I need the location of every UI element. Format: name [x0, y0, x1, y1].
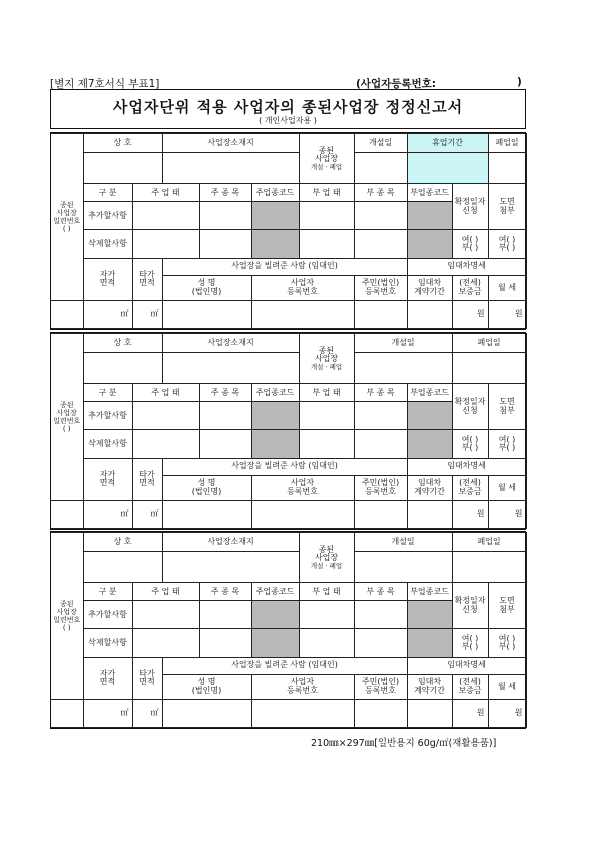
attach-yes-no[interactable]: 여( ) 부( ): [488, 430, 526, 458]
rent-header: 월 세: [488, 674, 526, 699]
add-item-label: 추가할사항: [83, 402, 132, 430]
lessor-bizreg-input[interactable]: [251, 300, 354, 328]
delete-item-label: 삭제할사항: [83, 430, 132, 458]
address-input[interactable]: [162, 153, 299, 184]
deposit-header: (전세) 보증금: [452, 475, 488, 500]
close-date-header: 폐업일: [452, 334, 526, 353]
category-header: 구 분: [83, 184, 132, 202]
lessor-bizreg-header: 사업자 등록번호: [251, 475, 354, 500]
main-biz-type-header: 주 업 태: [132, 583, 199, 601]
del-sub-item-input[interactable]: [354, 430, 407, 458]
lessor-name-header: 성 명 (법인명): [162, 275, 251, 300]
lessor-bizreg-header: 사업자 등록번호: [251, 275, 354, 300]
close-date-header: 폐업일: [452, 533, 526, 552]
own-area-input[interactable]: ㎡: [83, 300, 132, 328]
sub-code-header: 부업종코드: [407, 384, 452, 402]
del-main-code-cell: [251, 629, 299, 657]
add-main-item-input[interactable]: [199, 402, 251, 430]
lessor-name-input[interactable]: [162, 500, 251, 528]
main-biz-type-header: 주 업 태: [132, 384, 199, 402]
sub-item-header: 부 종 목: [354, 184, 407, 202]
suspend-period-input[interactable]: [407, 153, 488, 184]
del-main-item-input[interactable]: [199, 430, 251, 458]
add-sub-item-input[interactable]: [354, 202, 407, 230]
lessor-header: 사업장을 빌려준 사람 (임대인): [162, 458, 407, 475]
add-main-biz-type-input[interactable]: [132, 601, 199, 629]
attach-yes-no[interactable]: 여( ) 부( ): [488, 230, 526, 258]
add-main-biz-type-input[interactable]: [132, 402, 199, 430]
page-title: 사업자단위 적용 사업자의 종된사업장 정정신고서: [112, 98, 464, 116]
serial-blank: [51, 699, 83, 727]
branch-serial-cell: 종된 사업장 일련번호 ( ): [51, 334, 83, 501]
sub-item-header: 부 종 목: [354, 384, 407, 402]
del-sub-biz-type-input[interactable]: [299, 430, 354, 458]
branch-section-1: [50, 132, 526, 330]
confirm-yes-no[interactable]: 여( ) 부( ): [452, 629, 488, 657]
open-date-input[interactable]: [354, 552, 452, 583]
add-sub-code-cell: [407, 601, 452, 629]
delete-item-label: 삭제할사항: [83, 230, 132, 258]
add-sub-biz-type-input[interactable]: [299, 601, 354, 629]
del-sub-code-cell: [407, 430, 452, 458]
lease-period-input[interactable]: [407, 699, 452, 727]
rent-header: 월 세: [488, 275, 526, 300]
lease-period-input[interactable]: [407, 300, 452, 328]
category-header: 구 분: [83, 384, 132, 402]
suspend-period-header: 휴업기간: [407, 134, 488, 153]
del-main-biz-type-input[interactable]: [132, 430, 199, 458]
main-item-header: 주 종 목: [199, 583, 251, 601]
confirm-date-header: 확정일자 신청: [452, 384, 488, 430]
lease-period-header: 임대차 계약기간: [407, 275, 452, 300]
add-sub-code-cell: [407, 202, 452, 230]
confirm-yes-no[interactable]: 여( ) 부( ): [452, 230, 488, 258]
deposit-input[interactable]: 원: [452, 500, 488, 528]
lessor-bizreg-header: 사업자 등록번호: [251, 674, 354, 699]
del-main-code-cell: [251, 430, 299, 458]
own-area-header: 자가 면적: [83, 458, 132, 500]
deposit-input[interactable]: 원: [452, 699, 488, 727]
own-area-input[interactable]: ㎡: [83, 500, 132, 528]
address-input[interactable]: [162, 552, 299, 583]
trade-name-header: 상 호: [83, 533, 162, 552]
lease-detail-header: 임대차명세: [407, 258, 526, 275]
lessor-resident-input[interactable]: [354, 699, 407, 727]
lease-detail-header: 임대차명세: [407, 458, 526, 475]
lessor-resident-input[interactable]: [354, 500, 407, 528]
del-main-code-cell: [251, 230, 299, 258]
deposit-header: (전세) 보증금: [452, 674, 488, 699]
del-sub-code-cell: [407, 629, 452, 657]
add-sub-item-input[interactable]: [354, 601, 407, 629]
add-sub-biz-type-input[interactable]: [299, 402, 354, 430]
own-area-input[interactable]: ㎡: [83, 699, 132, 727]
add-sub-biz-type-input[interactable]: [299, 202, 354, 230]
add-item-label: 추가할사항: [83, 601, 132, 629]
lessor-resident-header: 주민(법인) 등록번호: [354, 275, 407, 300]
lease-period-header: 임대차 계약기간: [407, 475, 452, 500]
del-main-item-input[interactable]: [199, 230, 251, 258]
branch-open-close-header: 종된 사업장 개설 · 폐업: [299, 334, 354, 384]
reg-no-label: (사업자등록번호:: [356, 78, 436, 90]
own-area-header: 자가 면적: [83, 657, 132, 699]
other-area-header: 타가 면적: [132, 657, 162, 699]
add-main-code-cell: [251, 402, 299, 430]
form-id: [별지 제7호서식 부표1]: [50, 78, 160, 90]
open-date-input[interactable]: [354, 153, 407, 184]
sub-biz-type-header: 부 업 태: [299, 583, 354, 601]
open-date-header: 개설일: [354, 134, 407, 153]
main-biz-type-header: 주 업 태: [132, 184, 199, 202]
attach-drawing-header: 도면 첨부: [488, 384, 526, 430]
deposit-header: (전세) 보증금: [452, 275, 488, 300]
branch-serial-cell: 종된 사업장 일련번호 ( ): [51, 134, 83, 301]
other-area-input[interactable]: ㎡: [132, 500, 162, 528]
lessor-header: 사업장을 빌려준 사람 (임대인): [162, 258, 407, 275]
add-sub-item-input[interactable]: [354, 402, 407, 430]
category-header: 구 분: [83, 583, 132, 601]
branch-open-close-header: 종된 사업장 개설 · 폐업: [299, 134, 354, 184]
lessor-resident-header: 주민(법인) 등록번호: [354, 674, 407, 699]
lessor-header: 사업장을 빌려준 사람 (임대인): [162, 657, 407, 674]
title-box: [50, 89, 526, 129]
trade-name-input[interactable]: [83, 353, 162, 384]
branch-open-close-header: 종된 사업장 개설 · 폐업: [299, 533, 354, 583]
serial-blank: [51, 300, 83, 328]
other-area-input[interactable]: ㎡: [132, 300, 162, 328]
main-code-header: 주업종코드: [251, 384, 299, 402]
add-main-item-input[interactable]: [199, 601, 251, 629]
del-sub-item-input[interactable]: [354, 629, 407, 657]
delete-item-label: 삭제할사항: [83, 629, 132, 657]
close-date-input[interactable]: [452, 552, 526, 583]
attach-drawing-header: 도면 첨부: [488, 184, 526, 230]
lessor-name-input[interactable]: [162, 699, 251, 727]
close-date-header: 폐업일: [488, 134, 526, 153]
rent-input[interactable]: 원: [488, 699, 526, 727]
del-sub-biz-type-input[interactable]: [299, 629, 354, 657]
open-date-header: 개설일: [354, 533, 452, 552]
trade-name-header: 상 호: [83, 134, 162, 153]
lessor-bizreg-input[interactable]: [251, 500, 354, 528]
rent-input[interactable]: 원: [488, 300, 526, 328]
sub-item-header: 부 종 목: [354, 583, 407, 601]
attach-drawing-header: 도면 첨부: [488, 583, 526, 629]
lease-detail-header: 임대차명세: [407, 657, 526, 674]
lease-period-header: 임대차 계약기간: [407, 674, 452, 699]
del-main-biz-type-input[interactable]: [132, 629, 199, 657]
rent-input[interactable]: 원: [488, 500, 526, 528]
attach-yes-no[interactable]: 여( ) 부( ): [488, 629, 526, 657]
paper-spec-note: 210㎜×297㎜[일반용지 60g/㎡(재활용품)]: [311, 738, 497, 749]
sub-biz-type-header: 부 업 태: [299, 184, 354, 202]
add-main-code-cell: [251, 601, 299, 629]
del-sub-code-cell: [407, 230, 452, 258]
branch-section-3: [50, 531, 526, 729]
deposit-input[interactable]: 원: [452, 300, 488, 328]
lessor-name-header: 성 명 (법인명): [162, 674, 251, 699]
lessor-name-input[interactable]: [162, 300, 251, 328]
del-main-biz-type-input[interactable]: [132, 230, 199, 258]
serial-blank: [51, 500, 83, 528]
del-sub-biz-type-input[interactable]: [299, 230, 354, 258]
add-item-label: 추가할사항: [83, 202, 132, 230]
page-subtitle: ( 개인사업자용 ): [259, 116, 317, 125]
confirm-date-header: 확정일자 신청: [452, 184, 488, 230]
trade-name-input[interactable]: [83, 552, 162, 583]
sub-biz-type-header: 부 업 태: [299, 384, 354, 402]
del-main-item-input[interactable]: [199, 629, 251, 657]
open-date-input[interactable]: [354, 353, 452, 384]
add-sub-code-cell: [407, 402, 452, 430]
main-item-header: 주 종 목: [199, 184, 251, 202]
open-date-header: 개설일: [354, 334, 452, 353]
address-header: 사업장소재지: [162, 334, 299, 353]
main-code-header: 주업종코드: [251, 184, 299, 202]
add-main-code-cell: [251, 202, 299, 230]
confirm-date-header: 확정일자 신청: [452, 583, 488, 629]
lessor-bizreg-input[interactable]: [251, 699, 354, 727]
close-date-input[interactable]: [488, 153, 526, 184]
lessor-name-header: 성 명 (법인명): [162, 475, 251, 500]
lessor-resident-header: 주민(법인) 등록번호: [354, 475, 407, 500]
trade-name-input[interactable]: [83, 153, 162, 184]
main-item-header: 주 종 목: [199, 384, 251, 402]
add-main-item-input[interactable]: [199, 202, 251, 230]
confirm-yes-no[interactable]: 여( ) 부( ): [452, 430, 488, 458]
sub-code-header: 부업종코드: [407, 184, 452, 202]
trade-name-header: 상 호: [83, 334, 162, 353]
del-sub-item-input[interactable]: [354, 230, 407, 258]
add-main-biz-type-input[interactable]: [132, 202, 199, 230]
lease-period-input[interactable]: [407, 500, 452, 528]
branch-section-2: [50, 332, 526, 530]
address-header: 사업장소재지: [162, 533, 299, 552]
main-code-header: 주업종코드: [251, 583, 299, 601]
other-area-input[interactable]: ㎡: [132, 699, 162, 727]
other-area-header: 타가 면적: [132, 458, 162, 500]
reg-no-close: ): [517, 76, 522, 88]
other-area-header: 타가 면적: [132, 258, 162, 300]
close-date-input[interactable]: [452, 353, 526, 384]
lessor-resident-input[interactable]: [354, 300, 407, 328]
address-input[interactable]: [162, 353, 299, 384]
branch-serial-cell: 종된 사업장 일련번호 ( ): [51, 533, 83, 700]
own-area-header: 자가 면적: [83, 258, 132, 300]
address-header: 사업장소재지: [162, 134, 299, 153]
rent-header: 월 세: [488, 475, 526, 500]
sub-code-header: 부업종코드: [407, 583, 452, 601]
